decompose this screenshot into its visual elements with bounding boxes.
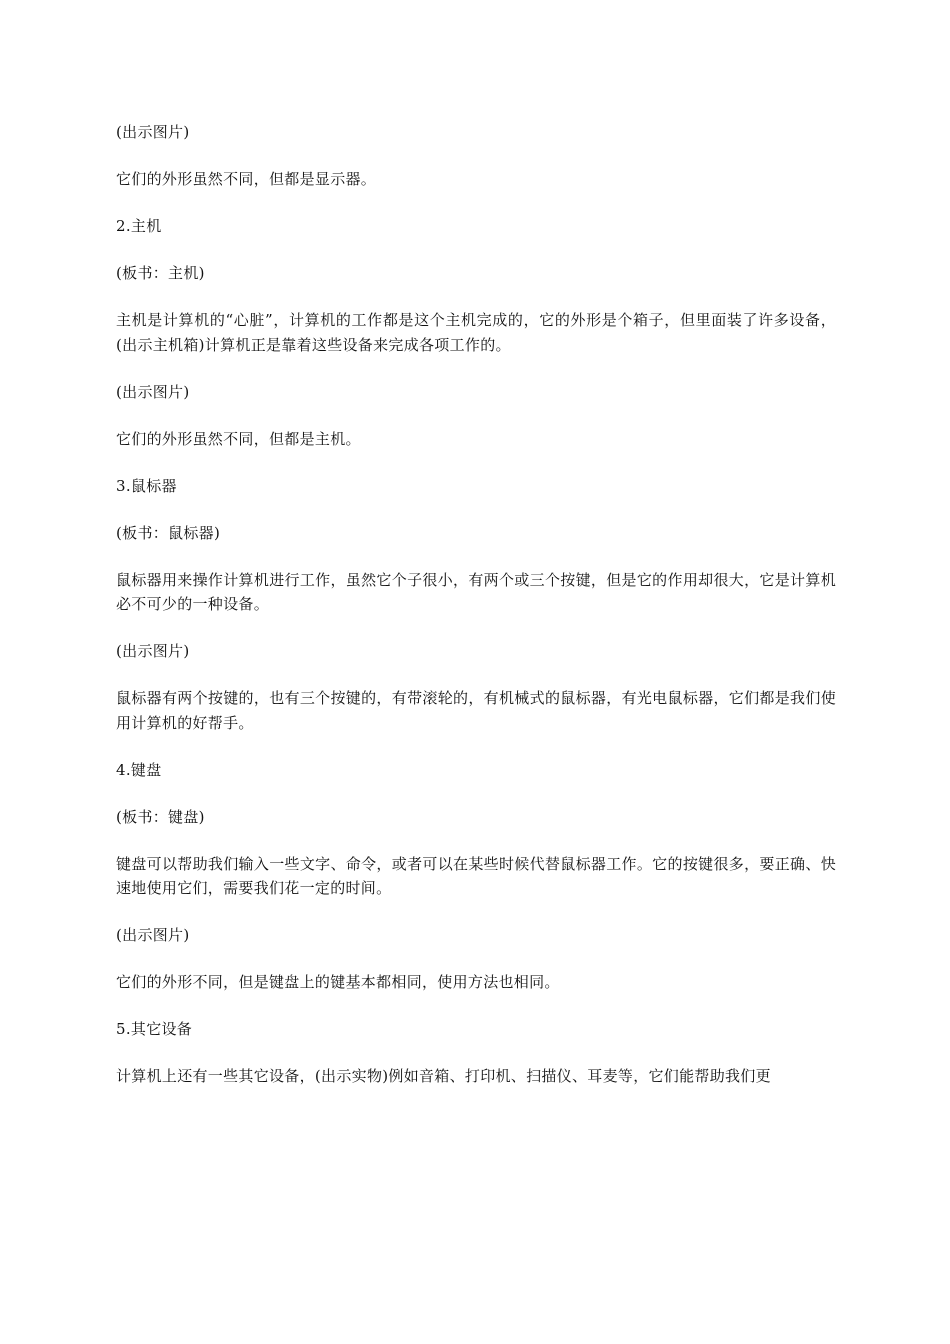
section-heading-mouse: 3.鼠标器 (116, 476, 177, 495)
paragraph-show-picture-2: (出示图片) (116, 382, 190, 401)
paragraph-keyboard-description: 键盘可以帮助我们输入一些文字、命令，或者可以在某些时候代替鼠标器工作。它的按键很多，要正确、快速地使用它们，需要我们花一定的时间。 (116, 854, 836, 897)
paragraph-mouse-description: 鼠标器用来操作计算机进行工作，虽然它个子很小，有两个或三个按键，但是它的作用却很大，它是计算机必不可少的一种设备。 (116, 570, 836, 613)
section-heading-other-devices: 5.其它设备 (116, 1020, 193, 1038)
paragraph-show-picture-1: (出示图片) (116, 123, 190, 141)
paragraph-blackboard-keyboard: (板书：键盘) (116, 807, 205, 826)
document-body (116, 120, 836, 1111)
paragraph-blackboard-host: (板书：主机) (116, 264, 205, 282)
section-heading-keyboard: 4.键盘 (116, 760, 162, 779)
paragraph-monitor-summary: 它们的外形虽然不同，但都是显示器。 (116, 170, 377, 188)
paragraph-show-picture-4: (出示图片) (116, 926, 190, 944)
paragraph-keyboard-summary: 它们的外形不同，但是键盘上的键基本都相同，使用方法也相同。 (116, 973, 560, 991)
paragraph-host-summary: 它们的外形虽然不同，但都是主机。 (116, 429, 361, 448)
paragraph-other-devices: 计算机上还有一些其它设备，(出示实物)例如音箱、打印机、扫描仪、耳麦等，它们能帮助我们更 (116, 1067, 771, 1085)
paragraph-show-picture-3: (出示图片) (116, 642, 190, 660)
section-heading-host: 2.主机 (116, 217, 162, 235)
paragraph-blackboard-mouse: (板书：鼠标器) (116, 523, 221, 542)
paragraph-mouse-types: 鼠标器有两个按键的，也有三个按键的，有带滚轮的，有机械式的鼠标器，有光电鼠标器，它们都是我们使用计算机的好帮手。 (116, 689, 836, 732)
paragraph-host-description: 主机是计算机的“心脏”，计算机的工作都是这个主机完成的，它的外形是个箱子，但里面装了许多设备，(出示主机箱)计算机正是靠着这些设备来完成各项工作的。 (116, 311, 836, 354)
